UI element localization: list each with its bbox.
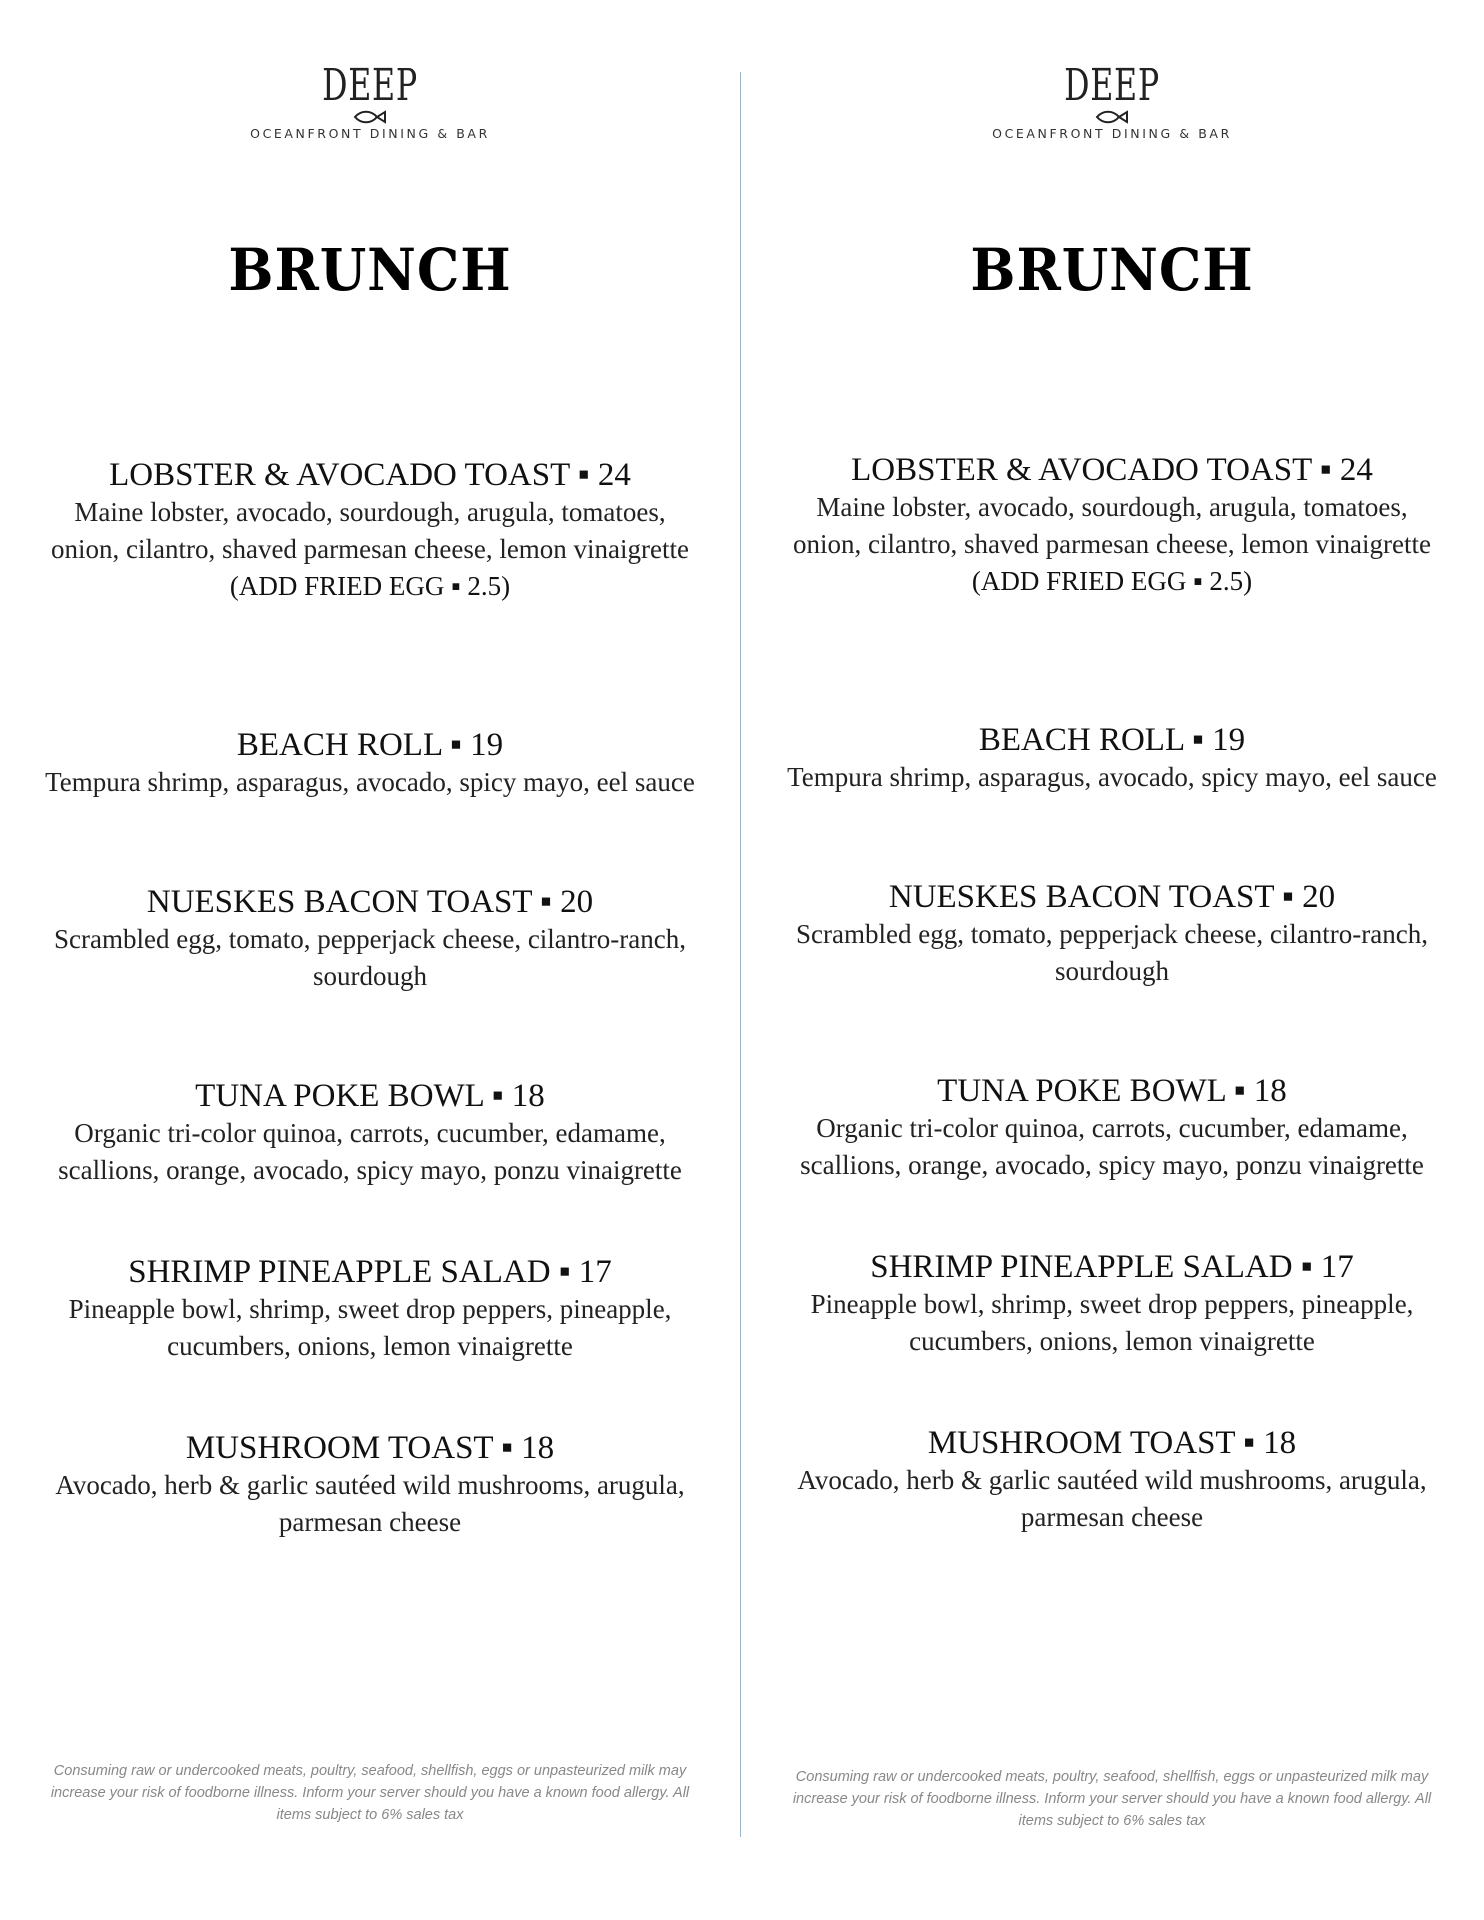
item-title: MUSHROOM TOAST ▪ 18: [185, 1430, 555, 1466]
menu-item: [40, 456, 700, 605]
item-description: Organic tri-color quinoa, carrots, cucumber, edamame, scallions, orange, avocado, spicy mayo, ponzu vinaigrette: [800, 1113, 1424, 1180]
restaurant-logo: [0, 62, 740, 141]
restaurant-logo: [742, 62, 1482, 141]
item-description: Scrambled egg, tomato, pepperjack cheese, cilantro-ranch, sourdough: [54, 924, 686, 991]
menu-item: [40, 1253, 700, 1365]
item-description: Avocado, herb & garlic sautéed wild mushrooms, arugula, parmesan cheese: [797, 1465, 1427, 1532]
logo-tagline: OCEANFRONT DINING & BAR: [250, 126, 490, 141]
menu-heading: BRUNCH: [970, 236, 1254, 304]
item-description: Tempura shrimp, asparagus, avocado, spicy mayo, eel sauce: [45, 767, 695, 797]
page-divider: [740, 72, 741, 1837]
logo-tagline: OCEANFRONT DINING & BAR: [992, 126, 1232, 141]
item-title: BEACH ROLL ▪ 19: [236, 727, 504, 763]
menu-item: [782, 1248, 1442, 1360]
item-description: Avocado, herb & garlic sautéed wild mushrooms, arugula, parmesan cheese: [55, 1470, 685, 1537]
logo-wordmark: DEEP: [322, 60, 418, 111]
item-title: BEACH ROLL ▪ 19: [978, 722, 1246, 758]
logo-wordmark: DEEP: [1064, 60, 1160, 111]
fish-icon: [353, 110, 387, 124]
menu-item: [40, 1429, 700, 1541]
menu-item: [782, 721, 1442, 796]
item-title: SHRIMP PINEAPPLE SALAD ▪ 17: [128, 1254, 612, 1290]
item-addon: (ADD FRIED EGG ▪ 2.5): [971, 566, 1253, 596]
menu-heading: BRUNCH: [228, 236, 512, 304]
menu-item: [40, 726, 700, 801]
item-title: NUESKES BACON TOAST ▪ 20: [888, 879, 1336, 915]
item-title: NUESKES BACON TOAST ▪ 20: [146, 884, 594, 920]
item-title: LOBSTER & AVOCADO TOAST ▪ 24: [109, 457, 631, 493]
item-description: Pineapple bowl, shrimp, sweet drop peppers, pineapple, cucumbers, onions, lemon vinaigrette: [810, 1289, 1414, 1356]
fish-icon: [1095, 110, 1129, 124]
menu-item: [40, 883, 700, 995]
food-safety-notice: Consuming raw or undercooked meats, poultry, seafood, shellfish, eggs or unpasteurized milk may increase your risk of foodborne illness. Inform your server should you have a known food allergy. All items subject to 6% sales tax: [50, 1763, 690, 1823]
item-description: Pineapple bowl, shrimp, sweet drop peppers, pineapple, cucumbers, onions, lemon vinaigrette: [68, 1294, 672, 1361]
item-description: Organic tri-color quinoa, carrots, cucumber, edamame, scallions, orange, avocado, spicy mayo, ponzu vinaigrette: [58, 1118, 682, 1185]
item-addon: (ADD FRIED EGG ▪ 2.5): [229, 571, 511, 601]
item-title: TUNA POKE BOWL ▪ 18: [195, 1078, 545, 1114]
menu-item: [40, 1077, 700, 1189]
menu-item: [782, 1072, 1442, 1184]
menu-item: [782, 878, 1442, 990]
menu-panel-right: [742, 0, 1482, 1920]
menu-item: [782, 1424, 1442, 1536]
item-description: Maine lobster, avocado, sourdough, arugula, tomatoes, onion, cilantro, shaved parmesan cheese, lemon vinaigrette: [50, 497, 690, 564]
menu-panel-left: [0, 0, 740, 1920]
item-description: Scrambled egg, tomato, pepperjack cheese, cilantro-ranch, sourdough: [796, 919, 1428, 986]
item-title: LOBSTER & AVOCADO TOAST ▪ 24: [851, 452, 1373, 488]
item-description: Maine lobster, avocado, sourdough, arugula, tomatoes, onion, cilantro, shaved parmesan cheese, lemon vinaigrette: [792, 492, 1432, 559]
item-title: MUSHROOM TOAST ▪ 18: [927, 1425, 1297, 1461]
menu-item: [782, 451, 1442, 600]
item-description: Tempura shrimp, asparagus, avocado, spicy mayo, eel sauce: [787, 762, 1437, 792]
item-title: TUNA POKE BOWL ▪ 18: [937, 1073, 1287, 1109]
food-safety-notice: Consuming raw or undercooked meats, poultry, seafood, shellfish, eggs or unpasteurized milk may increase your risk of foodborne illness. Inform your server should you have a known food allergy. All items subject to 6% sales tax: [792, 1769, 1432, 1829]
item-title: SHRIMP PINEAPPLE SALAD ▪ 17: [870, 1249, 1354, 1285]
